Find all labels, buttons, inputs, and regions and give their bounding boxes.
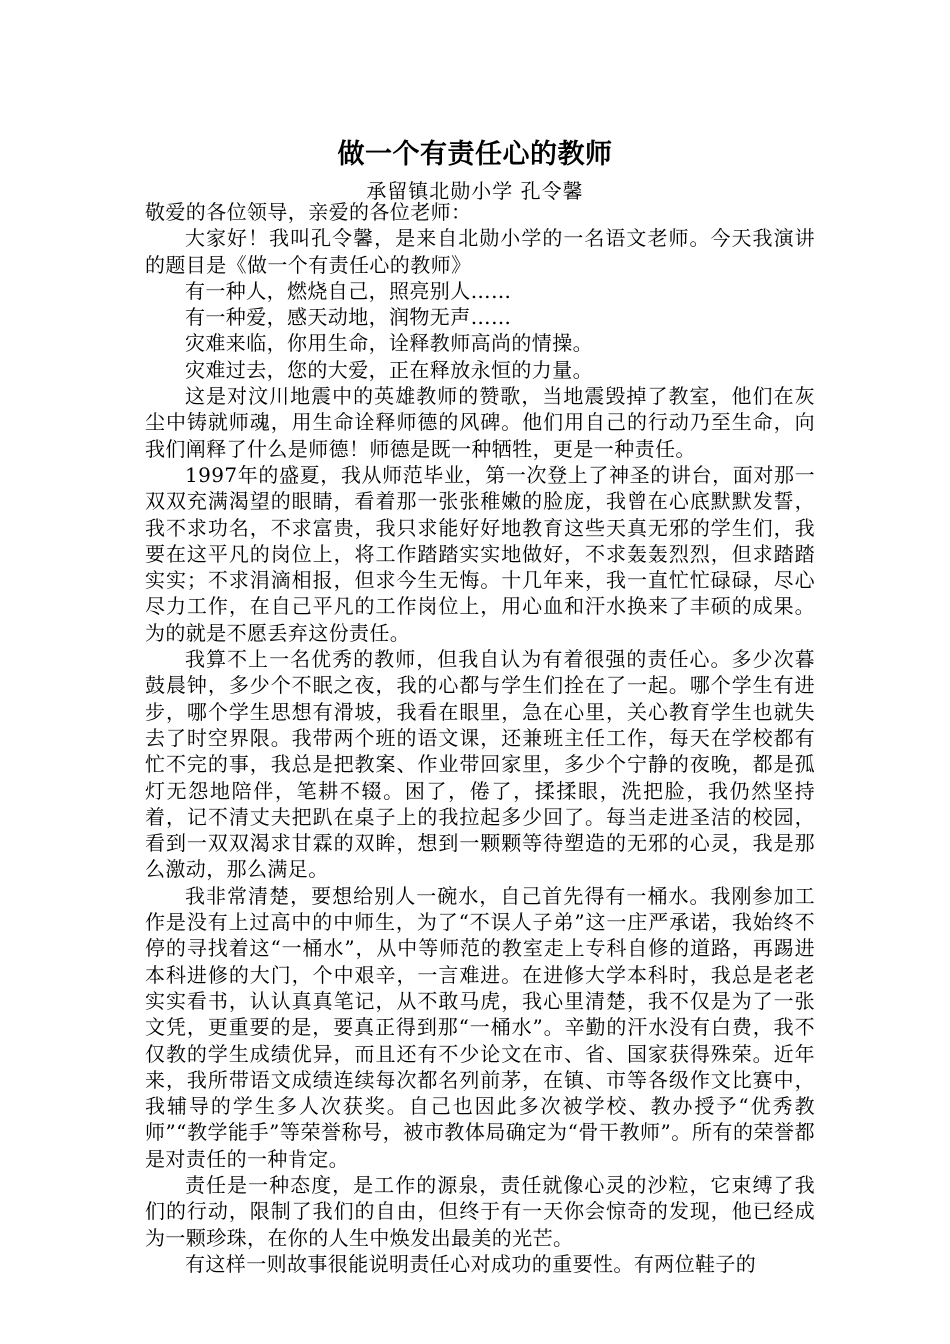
paragraph: 灾难过去，您的大爱，正在释放永恒的力量。: [185, 357, 593, 382]
document-body: [145, 199, 815, 1277]
page-title: 做一个有责任心的教师: [337, 139, 613, 170]
paragraph: 责任是一种态度，是工作的源泉，责任就像心灵的沙粒，它束缚了我们的行动，限制了我们的自由，但终于有一天你会惊奇的发现，他已经成为一颗珍珠，在你的人生中焕发出最美的光芒。: [145, 1172, 815, 1250]
paragraph: 有一种人，燃烧自己，照亮别人……: [185, 278, 512, 303]
paragraph: 1997年的盛夏，我从师范毕业，第一次登上了神圣的讲台，面对那一双双充满渴望的眼睛，看着那一张张稚嫩的脸庞，我曾在心底默默发誓，我不求功名，不求富贵，我只求能好好地教育这些天真无邪的学生们，我要在这平凡的岗位上，将工作踏踏实实地做好，不求轰轰烈烈，但求踏踏实实；不求涓滴相报，但求今生无悔。十几年来，我一直忙忙碌碌，尽心尽力工作，在自己平凡的工作岗位上，用心血和汗水换来了丰硕的成果。为的就是不愿丢弃这份责任。: [145, 462, 815, 645]
greeting-line: 敬爱的各位领导，亲爱的各位老师：: [145, 200, 472, 224]
paragraph: 我非常清楚，要想给别人一碗水，自己首先得有一桶水。我刚参加工作是没有上过高中的中师生，为了“不误人子弟”这一庄严承诺，我始终不停的寻找着这“一桶水”，从中等师范的教室走上专科自修的道路，再踢进本科进修的大门，个中艰辛，一言难进。在进修大学本科时，我总是老老实实看书，认认真真笔记，从不敢马虎，我心里清楚，我不仅是为了一张文凭，更重要的是，要真正得到那“一桶水”。辛勤的汗水没有白费，我不仅教的学生成绩优异，而且还有不少论文在市、省、国家获得殊荣。近年来，我所带语文成绩连续每次都名列前茅，在镇、市等各级作文比赛中，我辅导的学生多人次获奖。自己也因此多次被学校、教办授予“优秀教师”“教学能手”等荣誉称号，被市教体局确定为“骨干教师”。所有的荣誉都是对责任的一种肯定。: [145, 883, 815, 1171]
paragraph: 大家好！我叫孔令馨，是来自北勋小学的一名语文老师。今天我演讲的题目是《做一个有责任心的教师》: [145, 226, 815, 277]
paragraph: 灾难来临，你用生命，诠释教师高尚的情操。: [185, 331, 593, 356]
paragraph: 有一种爱，感天动地，润物无声……: [185, 305, 512, 330]
paragraph: 我算不上一名优秀的教师，但我自认为有着很强的责任心。多少次暮鼓晨钟，多少个不眠之夜，我的心都与学生们拴在了一起。哪个学生有进步，哪个学生思想有滑坡，我看在眼里，急在心里，关心教育学生也就失去了时空界限。我带两个班的语文课，还兼班主任工作，每天在学校都有忙不完的事，我总是把教案、作业带回家里，多少个宁静的夜晚，都是孤灯无怨地陪伴，笔耕不辍。困了，倦了，揉揉眼，洗把脸，我仍然坚持着，记不清丈夫把趴在桌子上的我拉起多少回了。每当走进圣洁的校园，看到一双双渴求甘霖的双眸，想到一颗颗等待塑造的无邪的心灵，我是那么激动，那么满足。: [145, 647, 815, 882]
paragraph: 这是对汶川地震中的英雄教师的赞歌，当地震毁掉了教室，他们在灰尘中铸就师魂，用生命诠释师德的风碑。他们用自己的行动乃至生命，向我们阐释了什么是师德！师德是既一种牺牲，更是一种责任。: [145, 384, 815, 461]
paragraph: 有这样一则故事很能说明责任心对成功的重要性。有两位鞋子的: [185, 1251, 757, 1276]
author-line: 承留镇北勋小学 孔令馨: [366, 179, 584, 203]
